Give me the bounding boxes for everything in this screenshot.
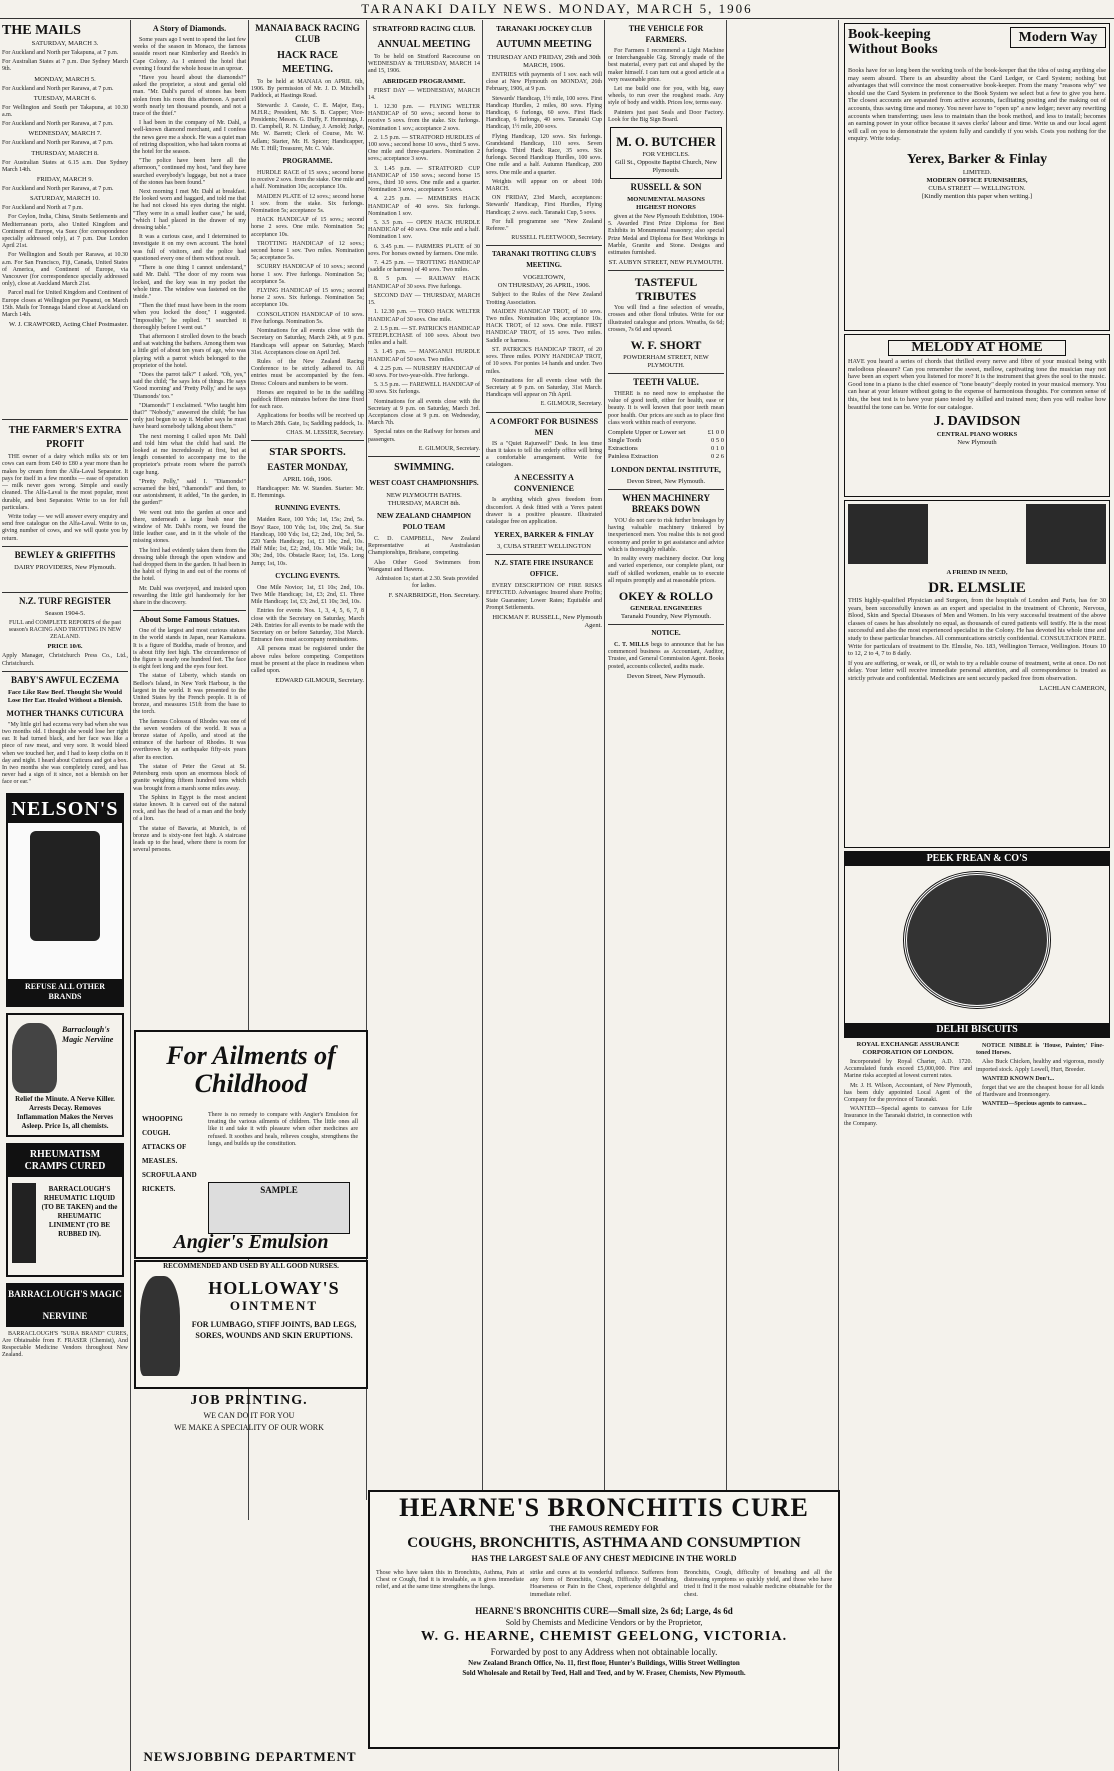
mails-line: MONDAY, MARCH 5.	[34, 75, 96, 83]
ailment-item: WHOOPING COUGH.	[142, 1115, 183, 1137]
notice-ads: NOTICE NIBBLE is 'House, Painter,' Fine-toned Horses. Also Buck Chicken, healthy and vigorous, mostly imported stock. Apply Lowell, Hurt, Breeder. WANTED KNOWN Don't... forget that we are the cheapest house for all kinds of Hardware and Ironmongery. WANTED—Specious agents to canvass...	[976, 1043, 1104, 1108]
nelson-refuse: REFUSE ALL OTHER BRANDS	[8, 979, 122, 1005]
davidson-title: J. DAVIDSON	[933, 414, 1021, 430]
notice-name: C. T. MILLS	[614, 641, 649, 648]
mails-line: For Australian States at 6.15 a.m. Due Sydney March 14th.	[2, 159, 128, 173]
job-printing-ad	[134, 1390, 364, 1480]
nelson-ad	[6, 793, 124, 1007]
rheumatic-ad	[6, 1143, 124, 1277]
hearne-branch: New Zealand Branch Office, No. 11, first floor, Hunter's Buildings, Willis Street Wellington	[468, 1658, 740, 1667]
peek-frean-ad	[844, 851, 1110, 1038]
column-4: STRATFORD RACING CLUB. ANNUAL MEETING To be held on Stratford Racecourse on WEDNESDAY & THURSDAY, MARCH 14 and 15, 1906. ABRIDGED PROGRAMME. FIRST DAY — WEDNESDAY, MARCH 14. 1. 12.30 p.m. — FLYING WELTER HANDICAP of 50 sovs.; second horse to receive 5 sovs. from the stake. Six furlongs. Nomination 1 sov.; acceptance 2 sovs. 2. 1.5 p.m. — STRATFORD HURDLES of 100 sovs.; second horse 10 sovs., third 5 sovs. One mile and three-quarters. Nomination 2 sovs.; acceptance 3 sovs. 3. 1.45 p.m. — STRATFORD CUP HANDICAP of 150 sovs.; second horse 15 sovs., third 10 sovs. One mile and a quarter. Nomination 3 sovs.; acceptance 5 sovs. 4. 2.25 p.m. — MEMBERS HACK HANDICAP of 40 sovs. Six furlongs. Nomination 1 sov. 5. 3.5 p.m. — OPEN HACK HURDLE HANDICAP of 40 sovs. One mile and a half. Nomination 1 sov. 6. 3.45 p.m. — FARMERS PLATE of 30 sovs. For horses owned by farmers. One mile. 7. 4.25 p.m. — TROTTING HANDICAP (saddle or harness) of 40 sovs. Two miles. 8. 5 p.m. — RAILWAY HACK HANDICAP of 30 sovs. Five furlongs. SECOND DAY — THURSDAY, MARCH 15. 1. 12.30 p.m. — TOKO HACK WELTER HANDICAP of 30 sovs. One mile. 2. 1.5 p.m. — ST. PATRICK'S HANDICAP STEEPLECHASE of 100 sovs. About two miles and a half. 3. 1.45 p.m. — MANGANUI HURDLE HANDICAP of 50 sovs. Two miles. 4. 2.25 p.m. — NURSERY HANDICAP of 40 sovs. For two-year-olds. Five furlongs. 5. 3.5 p.m. — FAREWELL HANDICAP of 30 sovs. Six furlongs. Nominations for all events close with the Secretary at 9 p.m. on Saturday, March 3rd. Acceptances close at 9 p.m. on Wednesday, March 7th. Special rates on the Railway for horses and passengers. E. GILMOUR, Secretary. SWIMMING. WEST COAST CHAMPIONSHIPS. NEW PLYMOUTH BATHS. THURSDAY, MARCH 8th. NEW ZEALAND CHAMPION POLO TEAM C. D. CAMPBELL, New Zealand Representative at Australasian Championships, Brisbane, competing. Also Other Good Swimmers from Wanganui and Hawera. Admission 1s; start at 2.30. Seats provided for ladies. F. SNARBRIDGE, Hon. Secretary.	[368, 24, 480, 600]
running-title: RUNNING EVENTS.	[275, 504, 340, 513]
melody-ad: MELODY AT HOME HAVE you heard a series of chords that thrilled every nerve and fibre of your musical being with melodious pleasure? Can you remember the sweet, mellow, captivating tone the musician may not have been an expert when you listened for more? It is the instrument that gives the soul to the music. Good tone in a piano is the chief essence of "tone beauty" deeply rooted in your musical memory. You can hear at your leisure without going to the expense of harmonious thoughts. For common sense of this, the best test is to have your piano tested by skilled and trained men; then you will realise how beautiful the tone can be. Write for our catalogue. J. DAVIDSON CENTRAL PIANO WORKS New Plymouth	[844, 334, 1110, 497]
delhi-title: DELHI BISCUITS	[845, 1023, 1109, 1037]
necessity-title: A NECESSITY A CONVENIENCE	[513, 473, 574, 494]
friend-title: A FRIEND IN NEED,	[946, 569, 1008, 576]
job-title: JOB PRINTING.	[190, 1393, 308, 1408]
davidson-loc: New Plymouth	[957, 439, 997, 447]
mails-line: THURSDAY, MARCH 8.	[31, 149, 99, 157]
column-rule	[482, 20, 483, 1500]
hearne-diseases: COUGHS, BRONCHITIS, ASTHMA AND CONSUMPTION	[407, 1535, 801, 1551]
turf-season: Season 1904-5.	[44, 609, 86, 617]
swim-date: THURSDAY, MARCH 8th.	[387, 499, 461, 507]
melody-title: MELODY AT HOME	[888, 340, 1066, 356]
short-sub: POWDERHAM STREET, NEW PLYMOUTH.	[623, 354, 709, 370]
notice-title: NOTICE.	[651, 628, 681, 637]
ailments-title: For Ailments of Childhood	[166, 1041, 336, 1098]
masthead-title: TARANAKI DAILY NEWS. MONDAY, MARCH 5, 1906	[361, 1, 753, 16]
column-rule	[604, 20, 605, 1500]
column-2: A Story of Diamonds. Some years ago I went to spend the last few weeks of the season in Monaco, the famous seaside resort near Kimberley and Reeds's in Cape Colony. As I entered the hotel that evening I found the whole house in an uproar. "Have you heard about the diamonds?" asked the proprietor, a stout and genial old man. "Mr. Dahl's parcel of stones has been stolen from his room this afternoon. A parcel worth nearly ten thousand pounds, and not a trace of the thief." I had been in the company of Mr. Dahl, a well-known diamond merchant, and I confess the news gave me a shock. He was a quiet man of retiring disposition, who had taken rooms at the hotel for the season. "The police have been here all the afternoon," continued my host, "and they have searched everybody's luggage, but not a trace of the stones has been found." Next morning I met Mr. Dahl at breakfast. He looked worn and haggard, and told me that he had not closed his eyes during the night. "They were in a small leather case," he said, "which I had placed in the drawer of my dressing table." It was a curious case, and I determined to investigate it on my own account. The hotel was full of visitors, and the police had questioned every one of them without result. "There is one thing I cannot understand," said Mr. Dahl. "The door of my room was locked, and the key was in my pocket the whole time. The window was fastened on the inside." "Then the thief must have been in the room when you locked the door," I suggested. "Impossible," he replied. "I searched it thoroughly before I went out." That afternoon I strolled down to the beach and sat watching the bathers. Among them was a little girl of about ten years of age, who was playing with a parrot which belonged to the proprietor of the hotel. "Does the parrot talk?" I asked. "Oh, yes," said the child; "he says lots of things. He says 'Good morning' and 'Pretty Polly,' and he says 'Diamonds' too." "Diamonds!" I exclaimed. "Who taught him that?" "Nobody," answered the child; "he has only just begun to say it. Mother says he must have heard somebody talking about them." The next morning I called upon Mr. Dahl and told him what the child had said. He looked at me incredulously at first, but at length consented to accompany me to the proprietor's private room where the parrot's cage hung. "Pretty Polly," said I. "Diamonds!" screamed the bird, "diamonds!" and then, to our astonishment, it added, "In the garden, in the garden!" We went out into the garden at once and there, underneath a large bush near the window of Mr. Dahl's room, we found the little leather case, and in it the whole of the missing stones. The bird had evidently taken them from the dressing table through the open window and had dropped them in the garden. It had been in the habit of flying in and out of the rooms of the hotel. Mr. Dahl was overjoyed, and insisted upon rewarding the little girl handsomely for her share in the discovery. About Some Famous Statues. One of the largest and most curious statues in the world stands in Japan, near Kamakura. It is a figure of Buddha, made of bronze, and is about fifty feet high. The circumference of the figure is nearly one hundred feet. The face is eight feet long and the eyes four feet. The statue of Liberty, which stands on Bedloe's Island, in New York Harbour, is the largest in the world. It was presented to the United States by the French people. It is of bronze, and measures 151ft from the base to the torch. The famous Colossus of Rhodes was one of the seven wonders of the world. It was a bronze statue of Apollo, and stood at the entrance of the harbour of Rhodes. It was overthrown by an earthquake fifty-six years after its erection. The statue of Peter the Great at St. Petersburg rests upon an enormous block of granite weighing fifteen hundred tons which was brought from a marsh some miles away. The Sphinx in Egypt is the most ancient statue known. It is carved out of the natural rock, and has the head of a man and the body of a lion. The statue of Bavaria, at Munich, is of bronze and is sixty-one feet high. A staircase leads up to the head, where there is room for several persons.	[133, 24, 246, 854]
column-rule	[726, 20, 727, 1500]
nerviine-relief: Relief the Minute. A Nerve Killer. Arrests Decay. Removes Inflammation Makes the Nerves Asleep. Price 1s, all chemists.	[15, 1094, 115, 1130]
tasteful-title: TASTEFUL TRIBUTES	[634, 275, 698, 304]
hearne-price: HEARNE'S BRONCHITIS CURE—Small size, 2s 6d; Large, 4s 6d	[475, 1605, 733, 1616]
engraving-image	[848, 504, 928, 564]
manaia-program: PROGRAMME.	[282, 157, 333, 166]
eczema-sub: Face Like Raw Beef. Thought She Would Lose Her Ear. Healed Without a Blemish.	[7, 688, 123, 704]
bookkeeping-left: Book-keeping Without Books	[848, 27, 938, 57]
masons-title: MONUMENTAL MASONS	[627, 196, 705, 204]
mails-line: For Australian States at 7 p.m. Due Sydney March 9th.	[2, 59, 128, 73]
notice-nibble: NOTICE NIBBLE is 'House, Painter,' Fine-toned Horses.	[976, 1043, 1104, 1057]
turf-price: PRICE 10/6.	[47, 643, 83, 651]
column-7	[842, 20, 1112, 1771]
yerex-addr: CUBA STREET — WELLINGTON.	[928, 184, 1026, 192]
yerex-small: YEREX, BARKER & FINLAY	[493, 530, 595, 540]
job-line-1: WE CAN DO IT FOR YOU	[203, 1411, 295, 1420]
bottle-image	[12, 1183, 36, 1263]
star-sub: EASTER MONDAY,	[267, 461, 348, 472]
sample-label: SAMPLE	[260, 1185, 298, 1195]
holloway-rec: RECOMMENDED AND USED BY ALL GOOD NURSES.	[163, 1262, 339, 1270]
mails-line: For Auckland and North per Rarawa, at 7 p.m.	[2, 186, 114, 193]
biscuit-image	[904, 872, 1050, 1008]
hearne-post: Forwarded by post to any Address when not obtainable locally.	[490, 1646, 718, 1657]
turf-title: N.Z. TURF REGISTER	[18, 595, 112, 606]
dental-sub: Devon Street, New Plymouth.	[626, 478, 706, 486]
trotting-date: ON THURSDAY, 26 APRIL, 1906.	[497, 282, 591, 290]
short-title: W. F. SHORT	[630, 338, 702, 353]
column-5: TARANAKI JOCKEY CLUB AUTUMN MEETING THURSDAY AND FRIDAY, 29th and 30th MARCH, 1906. ENTRIES with payments of 1 sov. each will close at New Plymouth on MONDAY, 26th February, 1906, at 9 p.m. Stewards' Handicap, 1½ mile, 100 sovs. First Handicap Hurdles, 2 miles, 80 sovs. Flying Handicap, 6 furlongs, 60 sovs. First Hack Handicap, 6 furlongs, 40 sovs. Taranaki Cup Handicap, 1½ mile, 200 sovs. Flying Handicap, 120 sovs. Six furlongs. Grandstand Handicap, 110 sovs. Seven furlongs. Third Hack Race, 35 sovs. Six furlongs. Second Handicap Hurdles, 100 sovs. One mile and a half. Autumn Handicap, 200 sovs. One mile and a quarter. Weights will appear on or about 10th MARCH. ON FRIDAY, 23rd March, acceptances: Stewards' Handicap, First Hurdles, Flying Handicap; 2 sovs. each. Taranaki Cup, 5 sovs. For full programme see "New Zealand Referee." RUSSELL FLEETWOOD, Secretary. TARANAKI TROTTING CLUB'S MEETING. VOGELTOWN, ON THURSDAY, 26 APRIL, 1906. Subject to the Rules of the New Zealand Trotting Association. MAIDEN HANDICAP TROT, of 10 sovs. Two miles. Nomination 10s; acceptance 10s. HACK TROT, of 12 sovs. One mile. FIRST HANDICAP TROT, of 15 sovs. Two miles. Saddle or harness. ST. PATRICK'S HANDICAP TROT, of 20 sovs. Three miles. PONY HANDICAP TROT, of 10 sovs. For ponies 14 hands and under. Two miles. Nominations for all events close with the Secretary at 9 p.m. on Saturday, 31st March. Handicaps will appear on 7th April. E. GILMOUR, Secretary. A COMFORT FOR BUSINESS MEN IS a "Quiet Rajunwell" Desk. In less time than it takes to tell the orderly office will bring a comfortable arrangement. Write for catalogues. A NECESSITY A CONVENIENCE Is anything which gives freedom from discomfort. A desk fitted with a Yerex patent drawer is a positive pleasure. Illustrated catalogue free on application. YEREX, BARKER & FINLAY 3, CUBA STREET WELLINGTON N.Z. STATE FIRE INSURANCE OFFICE. EVERY DESCRIPTION OF FIRE RISKS EFFECTED. Advantages: Insured share Profits; State Guarantee; Lower Rates; Equitable and Prompt Settlements. HICKMAN F. RUSSELL, New Plymouth Agent.	[486, 24, 602, 629]
dental-title: LONDON DENTAL INSTITUTE,	[611, 465, 721, 475]
jockey-sub: AUTUMN MEETING	[496, 39, 592, 50]
mails-line: SATURDAY, MARCH 10.	[29, 195, 101, 203]
stratford-title: STRATFORD RACING CLUB.	[372, 24, 476, 33]
face-image	[12, 1023, 57, 1093]
nelson-title: NELSON'S	[8, 795, 122, 823]
butcher-title: M. O. BUTCHER	[616, 134, 716, 150]
wanted-agents: WANTED—Specious agents to canvass...	[982, 1101, 1087, 1108]
hearne-title: HEARNE'S BRONCHITIS CURE	[399, 1493, 809, 1522]
statues-title: About Some Famous Statues.	[139, 615, 240, 625]
eczema-title: BABY'S AWFUL ECZEMA	[10, 674, 120, 685]
manaia-sub: HACK RACE MEETING.	[277, 50, 338, 75]
nurse-image	[140, 1276, 180, 1376]
column-1: THE MAILS SATURDAY, MARCH 3. For Auckland and North per Takapuna, at 7 p.m. For Australian States at 7 p.m. Due Sydney March 9th. MONDAY, MARCH 5. For Auckland and North per Rarawa, at 7 p.m. TUESDAY, MARCH 6. For Wellington and South per Takapuna, at 10.30 a.m. For Auckland and North per Rarawa, at 7 p.m. WEDNESDAY, MARCH 7. For Auckland and North per Rarawa, at 7 p.m. THURSDAY, MARCH 8. For Australian States at 6.15 a.m. Due Sydney March 14th. FRIDAY, MARCH 9. For Auckland and North per Rarawa, at 7 p.m. SATURDAY, MARCH 10. For Auckland and North at 7 p.m. For Ceylon, India, China, Straits Settlements and Mediterranean ports, also United Kingdom and Continent of Europe, via Suez (for correspondence specially addressed only), at 7 p.m. Due London April 21st. For Wellington and South per Rarawa, at 10.30 a.m. For San Francisco, Fiji, Canada, United States of America, and Continent of Europe, via Vancouver (for correspondence specially addressed only), close at Auckland March 21st. Parcel mail for United Kingdom and Continent of Europe closes at Wellington per Papanui, on March 15th. Mails for Tonnaga Island close at Auckland on March 14th. W. J. CRAWFORD, Acting Chief Postmaster. THE FARMER'S EXTRA PROFIT THE owner of a dairy which milks six or ten cows can earn from £40 to £80 a year more than he makes by cream from the Alfa-Laval Separator. It pays for itself in a few months — ease of operation — milk never goes wrong. Simple and easily cleaned. The Alfa-Laval is the most popular, most durable, and best Separator. Write to us for full particulars. Write today — we will answer every enquiry and send free catalogue on the Alfa-Laval. Write to us, giving number of cows, and we will quote you by return. BEWLEY & GRIFFITHS DAIRY PROVIDERS, New Plymouth. N.Z. TURF REGISTER Season 1904-5. FULL and COMPLETE REPORTS of the past season's RACING AND TROTTING IN NEW ZEALAND. PRICE 10/6. Apply Manager, Christchurch Press Co., Ltd., Christchurch. BABY'S AWFUL ECZEMA Face Like Raw Beef. Thought She Would Lose Her Ear. Healed Without a Blemish. MOTHER THANKS CUTICURA "My little girl had eczema very bad when she was two months old. I thought she would lose her right ear. It had turned black, and her face was like a piece of raw meat, and very sore. It would bleed when we touched her, and I had to keep cloths on it day and night. I heard about Cuticura and got a box. In two months she was completely cured, and has never had a sign of it since, not a blemish on her face or ear." NELSON'S REFUSE ALL OTHER BRANDS Barraclough's Magic Nerviine Relief the Minute. A Nerve Killer. Arrests Decay. Removes Inflammation Makes the Nerves Asleep. Price 1s, all chemists. RHEUMATISM CRAMPS CURED BARRACLOUGH'S RHEUMATIC LIQUID (TO BE TAKEN) and the RHEUMATIC LINIMENT (TO BE RUBBED IN). BARRACLOUGH'S MAGIC NERVIINE BARRACLOUGH'S "SURA BRAND" CURES, Are Obtainable from F. FRASER (Chemist), And Respectable Medicine Vendors throughout New Zealand.	[2, 23, 128, 1359]
honours-title: HIGHEST HONORS	[636, 204, 696, 212]
stratford-program: ABRIDGED PROGRAMME.	[382, 77, 466, 85]
butcher-sub: FOR VEHICLES.	[642, 151, 690, 159]
peek-title: PEEK FREAN & CO'S	[845, 852, 1109, 866]
mails-line: For Wellington and South per Takapuna, at 10.30 a.m.	[2, 104, 128, 119]
hearne-agents: Sold Wholesale and Retail by Teed, Hall and Teed, and by W. Fraser, Chemists, New Plymouth.	[462, 1668, 746, 1677]
job-dept: NEWSJOBBING DEPARTMENT	[134, 1748, 366, 1766]
stratford-sub: ANNUAL MEETING	[377, 39, 471, 50]
elmslie-title: DR. ELMSLIE	[928, 580, 1026, 596]
davidson-sub: CENTRAL PIANO WORKS	[936, 431, 1018, 439]
manaia-title: MANAIA BACK RACING CLUB	[255, 23, 360, 44]
fire-sign: HICKMAN F. RUSSELL, New Plymouth Agent.	[492, 613, 602, 629]
jockey-title: TARANAKI JOCKEY CLUB	[496, 24, 592, 33]
mails-list	[2, 40, 128, 212]
hearne-remedy: THE FAMOUS REMEDY FOR	[549, 1524, 659, 1533]
mails-line: SATURDAY, MARCH 3.	[31, 40, 99, 47]
mails-line: For Auckland and North per Rarawa, at 7 p.m.	[2, 121, 114, 128]
rheumatic-title: RHEUMATISM CRAMPS CURED	[8, 1145, 122, 1177]
royal-ad: ROYAL EXCHANGE ASSURANCE CORPORATION OF LONDON. Incorporated by Royal Charter, A.D. 1720. Accumulated funds exceed £5,000,000. Fire and Marine risks accepted at lowest current rates. Mr. J. H. Wilson, Accountant, of New Plymouth, has been duly appointed Local Agent of the Company for the province of Taranaki. WANTED—Special agents to canvass for Life Insurance in the Taranaki district, in connection with the Company.	[844, 1041, 972, 1127]
holloway-title: HOLLOWAY'S	[208, 1278, 340, 1298]
column-3: MANAIA BACK RACING CLUB HACK RACE MEETING. To be held at MANAIA on APRIL 6th, 1906. By permission of Mr. J. D. Mitchell's Paddock, at Hastings Road. Stewards: J. Cassie, C. E. Major, Esq., M.H.R.; President, Mr. S. B. Capper; Vice-Presidents; Messrs. G. Duffy, F. Hemmings, J. D. Campbell, R. N. Lindsay, J. Arnold; Judge, Mr. W. Barrett; Clerk of Course, Mr. W. Adlam; Starter, Mr. H. Spicer; Handicapper, Mr. T. Hill; Treasurer, Mr. C. Vale. PROGRAMME. HURDLE RACE of 15 sovs.; second horse to receive 2 sovs. from the stake. One mile and a half. Nomination 10s; acceptance 10s. MAIDEN PLATE of 12 sovs.; second horse 1 sov. from the stake. Six furlongs. Nomination 5s; acceptance 5s. HACK HANDICAP of 15 sovs.; second horse 2 sovs. One mile. Nomination 5s; acceptance 10s. TROTTING HANDICAP of 12 sovs.; second horse 1 sov. Two miles. Nomination 5s; acceptance 5s. SCURRY HANDICAP of 10 sovs.; second horse 1 sov. Five furlongs. Nomination 5s; acceptance 5s. FLYING HANDICAP of 15 sovs.; second horse 2 sovs. Six furlongs. Nomination 5s; acceptance 10s. CONSOLATION HANDICAP of 10 sovs. Five furlongs. Nomination 5s. Nominations for all events close with the Secretary on Saturday, March 24th, at 9 p.m. Handicaps will appear on Saturday, March 31st. Acceptances close on April 3rd. Rules of the New Zealand Racing Conference to be strictly adhered to. All entries must be accompanied by the fees. Dress: Colours and numbers to be worn. Horses are required to be in the saddling paddock fifteen minutes before the time fixed for each race. Applications for booths will be received up to March 28th. Gate, 1s; Saddling paddock, 1s. CHAS. M. LESSIER, Secretary. STAR SPORTS. EASTER MONDAY, APRIL 16th, 1906. Handicapper: Mr. W. Standen. Starter: Mr. E. Hemmings. RUNNING EVENTS. Maiden Race, 100 Yds; 1st, 15s; 2nd, 5s. Boys' Race, 100 Yds; 1st, 10s; 2nd, 5s. Star Handicap, 100 Yds; 1st, £2; 2nd, 10s; 3rd, 5s. 220 Yards Handicap; 1st, £1 10s; 2nd, 10s. Half Mile; 1st, £2; 2nd, 10s. Mile Walk; 1st, 30s; 2nd, 10s. Obstacle Race; 1st, 15s. Long Jump; 1st, 10s. CYCLING EVENTS. One Mile Novice; 1st, £1 10s; 2nd, 10s. Two Mile Handicap; 1st, £3; 2nd, £1. Three Mile Handicap; 1st, £3; 2nd, £1 10s; 3rd, 10s. Entries for events Nos. 1, 3, 4, 5, 6, 7, 8 close with the Secretary on Saturday, March 24th. Entries for all events to be made with the Secretary on or before Saturday, 31st March. Entrance fees must accompany nominations. All persons must be registered under the above rules before competing. Competitors must be present at the place in readiness when called upon. EDWARD GILMOUR, Secretary.	[251, 23, 364, 685]
bottle-image	[30, 831, 100, 941]
mails-title: THE MAILS	[2, 23, 81, 38]
jockey-dates: THURSDAY AND FRIDAY, 29th and 30th MARCH, 1906.	[487, 54, 601, 69]
lachlan-sign: LACHLAN CAMERON,	[1039, 684, 1106, 692]
hearne-chemist: W. G. HEARNE, CHEMIST GEELONG, VICTORIA.	[420, 1628, 788, 1644]
bottom-ads	[844, 1041, 1110, 1130]
star-sign: EDWARD GILMOUR, Secretary.	[275, 677, 364, 685]
okey-sub: GENERAL ENGINEERS	[630, 604, 702, 612]
swim-sign: F. SNARBRIDGE, Hon. Secretary.	[388, 592, 480, 600]
rheumatic-sub: BARRACLOUGH'S RHEUMATIC LIQUID (TO BE TAKEN) and the RHEUMATIC LINIMENT (TO BE RUBBED IN).	[41, 1184, 118, 1238]
yerex-title: Yerex, Barker & Finlay	[906, 151, 1048, 167]
okey-title: OKEY & ROLLO	[618, 588, 714, 603]
yerex-note: [Kindly mention this paper when writing.]	[921, 192, 1033, 200]
ailment-item: SCROFULA AND RICKETS.	[142, 1171, 197, 1193]
comfort-title: A COMFORT FOR BUSINESS MEN	[489, 416, 599, 437]
swim-sub: WEST COAST CHAMPIONSHIPS.	[369, 478, 479, 487]
russell-title: RUSSELL & SON	[630, 182, 702, 193]
wanted-known: WANTED KNOWN Don't...	[982, 1075, 1055, 1082]
hearne-sold: Sold by Chemists and Medicine Vendors or by the Proprietor,	[505, 1617, 703, 1627]
bookkeeping-right: Modern Way	[1010, 27, 1106, 48]
column-6: THE VEHICLE FOR FARMERS. For Farmers I recommend a Light Machine or Interchangeable Gig. Strongly made of the best material, every part cut and shaped by the maker himself. I can turn out a good article at a very reasonable price. Let me build one for you, with big, easy wheels, to run over the roughest roads. Any style of body and width. Prices low, terms easy. Painters just past Seals and Door Factory. Look for the Big Sign Board. M. O. BUTCHER FOR VEHICLES. Gill St., Opposite Baptist Church, New Plymouth. RUSSELL & SON MONUMENTAL MASONS HIGHEST HONORS given at the New Plymouth Exhibition, 1904-5. Awarded First Prize Diploma for Best Exhibits in Monumental masonry; also special Prize Medal and Diploma for Best Workings in Marble, Granite and Stone. Designs and estimates furnished. ST. AUBYN STREET, NEW PLYMOUTH. TASTEFUL TRIBUTES You will find a fine selection of wreaths, crosses and other floral tributes. Write for our illustrated catalogue and prices. Wreaths, 6s 6d; crosses, 7s 6d and upward. W. F. SHORT POWDERHAM STREET, NEW PLYMOUTH. TEETH VALUE. THERE is no need now to emphasise the value of good teeth, either for health, ease or beauty. It is well known that poor teeth mean poor health. Our prices are such as to place first class work within reach of everyone. Complete Upper or Lower set £1 0 0 Single Tooth 0 5 0 Extractions 0 1 0 Painless Extraction 0 2 6 LONDON DENTAL INSTITUTE, Devon Street, New Plymouth. WHEN MACHINERY BREAKS DOWN YOU do not care to risk further breakages by having valuable machinery tinkered by inexperienced men. You realise this is not good economy and prefer to get assistance and advice which is thoroughly reliable. In reality every machinery doctor. Our long and varied experience, our complete plant, our staff of skilled workmen, enable us to execute all repairs promptly and at reasonable prices. OKEY & ROLLO GENERAL ENGINEERS Taranaki Foundry, New Plymouth. NOTICE. C. T. MILLS begs to announce that he has commenced business as Accountant, Auditor, Trustee, and General Commission Agent. Books posted, accounts collected, audits made. Devon Street, New Plymouth.	[608, 24, 724, 680]
engraving-image	[1026, 504, 1106, 564]
mails-line: WEDNESDAY, MARCH 7.	[28, 130, 102, 138]
fire-title: N.Z. STATE FIRE INSURANCE OFFICE.	[494, 559, 594, 579]
elmslie-ad: A FRIEND IN NEED, DR. ELMSLIE THIS highly-qualified Physician and Surgeon, from the hospitals of London and Paris, has for 30 years, been successfully known as an expert and specialist in the treatment of Chronic, Nervous, Blood, Skin and Special Diseases of Men and Women. In his very successful treatment of the above classes of cases he has absolutely no equal, as thousands of cured patients will testify. He is the most successful and also the most experienced specialist in the Colony. He has devoted his whole time and study to these particular branches. All communications strictly confidential. CONSULTATION FREE. Write for particulars of treatment to Dr. Elmslie, No. 183, Wellington Terrace, Wellington. Hours 10 to 12, 2 to 4, 7 to 8 daily. If you are suffering, or weak, or ill, or wish to try a reliable course of treatment, write at once. Do not delay. Your letter will receive immediate personal attention, and all correspondence is treated as strictly private and confidential. Medicines are sent securely packed free from observation. LACHLAN CAMERON,	[844, 500, 1110, 848]
mails-line: FRIDAY, MARCH 9.	[36, 176, 94, 184]
bewley-sub: DAIRY PROVIDERS, New Plymouth.	[14, 563, 116, 571]
column-rule	[130, 20, 131, 1771]
cuticura-title: MOTHER THANKS CUTICURA	[6, 708, 124, 718]
yerex-sub: MODERN OFFICE FURNISHERS,	[926, 176, 1028, 184]
nerviine-title: Barraclough's Magic Nerviine	[62, 1024, 114, 1044]
holloway-for: FOR LUMBAGO, STIFF JOINTS, BAD LEGS, SORES, WOUNDS AND SKIN ERUPTIONS.	[191, 1320, 357, 1340]
turf-body: FULL and COMPLETE REPORTS of the past season's RACING AND TROTTING IN NEW ZEALAND.	[8, 619, 122, 641]
sample-bottle	[208, 1182, 350, 1234]
machinery-title: WHEN MACHINERY BREAKS DOWN	[622, 493, 710, 515]
emulsion-title: Angier's Emulsion	[173, 1231, 329, 1253]
bewley-title: BEWLEY & GRIFFITHS	[14, 549, 116, 560]
ailments-ad: For Ailments of Childhood WHOOPING COUGH. ATTACKS OF MEASLES. SCROFULA AND RICKETS. There is no remedy to compare with Angier's Emulsion for treating the various ailments of children. The little ones all like it and take it with pleasure when other medicines are refused. It soothes and heals, relieves coughs, strengthens the lungs, and builds up the constitution. SAMPLE Angier's Emulsion	[134, 1030, 368, 1259]
polo-title: NEW ZEALAND CHAMPION POLO TEAM	[377, 511, 471, 531]
bookkeeping-ad: Book-keeping Without Books Modern Way Books have for so long been the working tools of the book-keeper that the idea of using anything else may seem absurd. There is an absurdity about the Card Ledger, or Card System; nothing but advantages that will convince the most conservative book-keeper. From the many "reasons why" we should use the Card System in preference to the Book System we select but a few to give you here. The closest accounts are separated from active accounts, facilitating posting and the making out of accounts, thus saving time and money. You never have to "open up" a new ledger; never any rewriting accounts when transferring; uses less to maintain than the book method, and less to install; becomes an earning power in your office because it saves clerks' labour and time. Write us and our local agent will call on you to demonstrate the system fully and candidly if you wish. Costs you nothing for the enquiry. Write today. Yerex, Barker & Finlay LIMITED. MODERN OFFICE FURNISHERS, CUBA STREET — WELLINGTON. [Kindly mention this paper when writing.]	[844, 23, 1110, 331]
mails-sign: W. J. CRAWFORD, Acting Chief Postmaster.	[9, 321, 128, 329]
swim-place: NEW PLYMOUTH BATHS.	[386, 491, 462, 499]
mails-line: For Auckland and North per Rarawa, at 7 p.m.	[2, 140, 114, 147]
swim-title: SWIMMING.	[394, 461, 454, 473]
hearne-ad: HEARNE'S BRONCHITIS CURE THE FAMOUS REMEDY FOR COUGHS, BRONCHITIS, ASTHMA AND CONSUMPTION HAS THE LARGEST SALE OF ANY CHEST MEDICINE IN THE WORLD Those who have taken this in Bronchitis, Asthma, Pain at Chest or Cough, find it is invaluable, as it gives immediate relief, and at the same time strengthens the lungs. strike and cures at its wonderful influence. Sufferers from any form of Bronchitis, Cough, Difficulty of Breathing, Hoarseness or Pain in the Chest, experience delightful and immediate relief. Bronchitis, Cough, difficulty of breathing and all the distressing symptoms so quickly yield, and those who have tried it find it the most valuable medicine obtainable for the chest. HEARNE'S BRONCHITIS CURE—Small size, 2s 6d; Large, 4s 6d Sold by Chemists and Medicine Vendors or by the Proprietor, W. G. HEARNE, CHEMIST GEELONG, VICTORIA. Forwarded by post to any Address when not obtainable locally. New Zealand Branch Office, No. 11, first floor, Hunter's Buildings, Willis Street Wellington Sold Wholesale and Retail by Teed, Hall and Teed, and by W. Fraser, Chemists, New Plymouth.	[368, 1490, 840, 1749]
magic-band: BARRACLOUGH'S MAGIC NERVIINE	[6, 1283, 124, 1327]
trotting-place: VOGELTOWN,	[522, 274, 566, 282]
vehicle-title: THE VEHICLE FOR FARMERS.	[628, 24, 704, 44]
farmer-title: THE FARMER'S EXTRA PROFIT	[8, 425, 122, 451]
ailment-item: ATTACKS OF MEASLES.	[142, 1143, 187, 1165]
story-title: A Story of Diamonds.	[152, 24, 227, 33]
mails-line: For Auckland and North per Takapuna, at 7 p.m.	[2, 50, 119, 56]
job-line-2: WE MAKE A SPECIALITY OF OUR WORK	[174, 1423, 324, 1432]
cycling-title: CYCLING EVENTS.	[275, 571, 340, 580]
teeth-title: TEETH VALUE.	[633, 377, 699, 388]
mails-line: For Auckland and North per Rarawa, at 7 p.m.	[2, 85, 114, 92]
star-title: STAR SPORTS.	[269, 445, 346, 458]
holloway-ad	[134, 1260, 368, 1389]
holloway-sub: OINTMENT	[229, 1298, 319, 1313]
trotting-title: TARANAKI TROTTING CLUB'S MEETING.	[492, 250, 596, 270]
royal-title: ROYAL EXCHANGE ASSURANCE CORPORATION OF LONDON.	[856, 1041, 960, 1056]
star-date: APRIL 16th, 1906.	[282, 475, 333, 483]
mails-line: For Auckland and North at 7 p.m.	[2, 205, 83, 212]
hearne-sale: HAS THE LARGEST SALE OF ANY CHEST MEDICINE IN THE WORLD	[471, 1554, 737, 1563]
mails-line: TUESDAY, MARCH 6.	[33, 94, 97, 102]
nerviine-ad	[6, 1013, 124, 1137]
masthead	[0, 0, 1114, 19]
